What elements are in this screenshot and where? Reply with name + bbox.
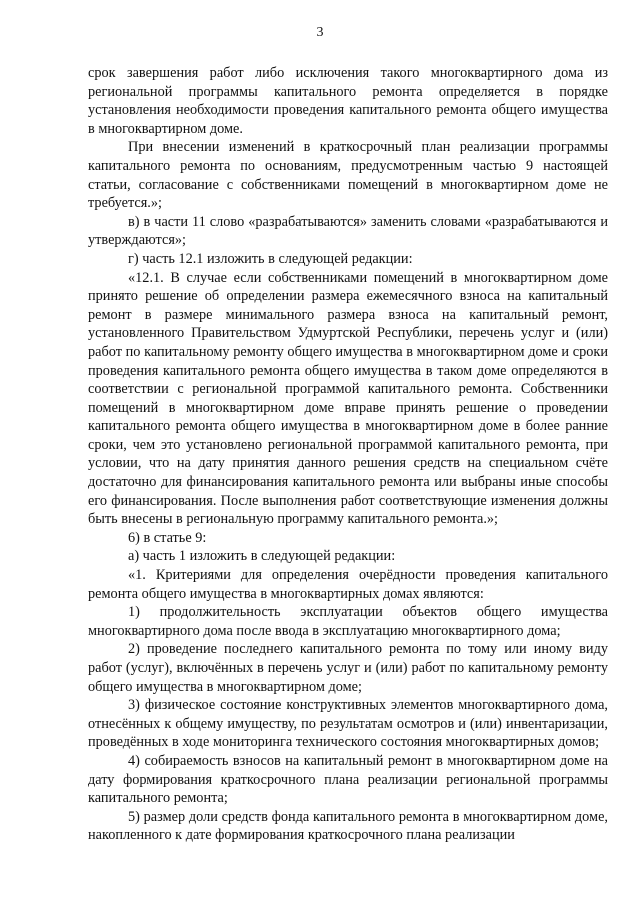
- page-number: 3: [316, 25, 324, 40]
- paragraph: «12.1. В случае если собственниками помещений в многоквартирном доме принято решение об определении размера ежемесячного взноса на капитальный ремонт в размере минимального размера взноса на капитальный ремонт, установленного Правительством Удмуртской Республики, перечень услуг и (или) работ по капитальному ремонту общего имущества в многоквартирном доме и сроки проведения капитального ремонта общего имущества в таком доме определяются в соответствии с региональной программой капитального ремонта. Собственники помещений в многоквартирном доме вправе принять решение о проведении капитального ремонта общего имущества в многоквартирном доме в более ранние сроки, чем это установлено региональной программой капитального ремонта, при условии, что на дату принятия данного решения средств на специальном счёте достаточно для финансирования капитального ремонта или выбраны иные способы его финансирования. После выполнения работ соответствующие изменения должны быть внесены в региональную программу капитального ремонта.»;: [88, 269, 608, 528]
- paragraph: «1. Критериями для определения очерёдности проведения капитального ремонта общего имущества в многоквартирных домах являются:: [88, 567, 608, 602]
- paragraph: 2) проведение последнего капитального ремонта по тому или иному виду работ (услуг), включённых в перечень услуг и (или) работ по капитальному ремонту общего имущества в многоквартирном доме;: [88, 641, 608, 695]
- paragraph: а) часть 1 изложить в следующей редакции:: [128, 548, 396, 565]
- paragraph: 4) собираемость взносов на капитальный ремонт в многоквартирном доме на дату формирования краткосрочного плана реализации региональной программы капитального ремонта;: [88, 752, 608, 807]
- paragraph: г) часть 12.1 изложить в следующей редакции:: [128, 250, 413, 267]
- paragraph: 3) физическое состояние конструктивных элементов многоквартирного дома, отнесённых к общему имуществу, по результатам осмотров и (или) инвентаризации, проведённых в ходе мониторинга технического состояния многоквартирных домов;: [88, 697, 608, 751]
- paragraph: 1) продолжительность эксплуатации объектов общего имущества многоквартирного дома после ввода в эксплуатацию многоквартирного дома;: [88, 604, 608, 639]
- paragraph: срок завершения работ либо исключения такого многоквартирного дома из региональной программы капитального ремонта определяется в порядке установления необходимости проведения капитального ремонта общего имущества в многоквартирном доме.: [88, 65, 608, 137]
- paragraph: в) в части 11 слово «разрабатываются» заменить словами «разрабатываются и утверждаются»;: [88, 213, 608, 249]
- paragraph: 5) размер доли средств фонда капитального ремонта в многоквартирном доме, накопленного к дате формирования краткосрочного плана реализации: [88, 808, 608, 844]
- document-body: [88, 64, 608, 845]
- paragraph: 6) в статье 9:: [128, 529, 207, 546]
- paragraph: При внесении изменений в краткосрочный план реализации программы капитального ремонта по основаниям, предусмотренным частью 9 настоящей статьи, согласование с собственниками помещений в многоквартирном доме не требуется.»;: [88, 139, 608, 212]
